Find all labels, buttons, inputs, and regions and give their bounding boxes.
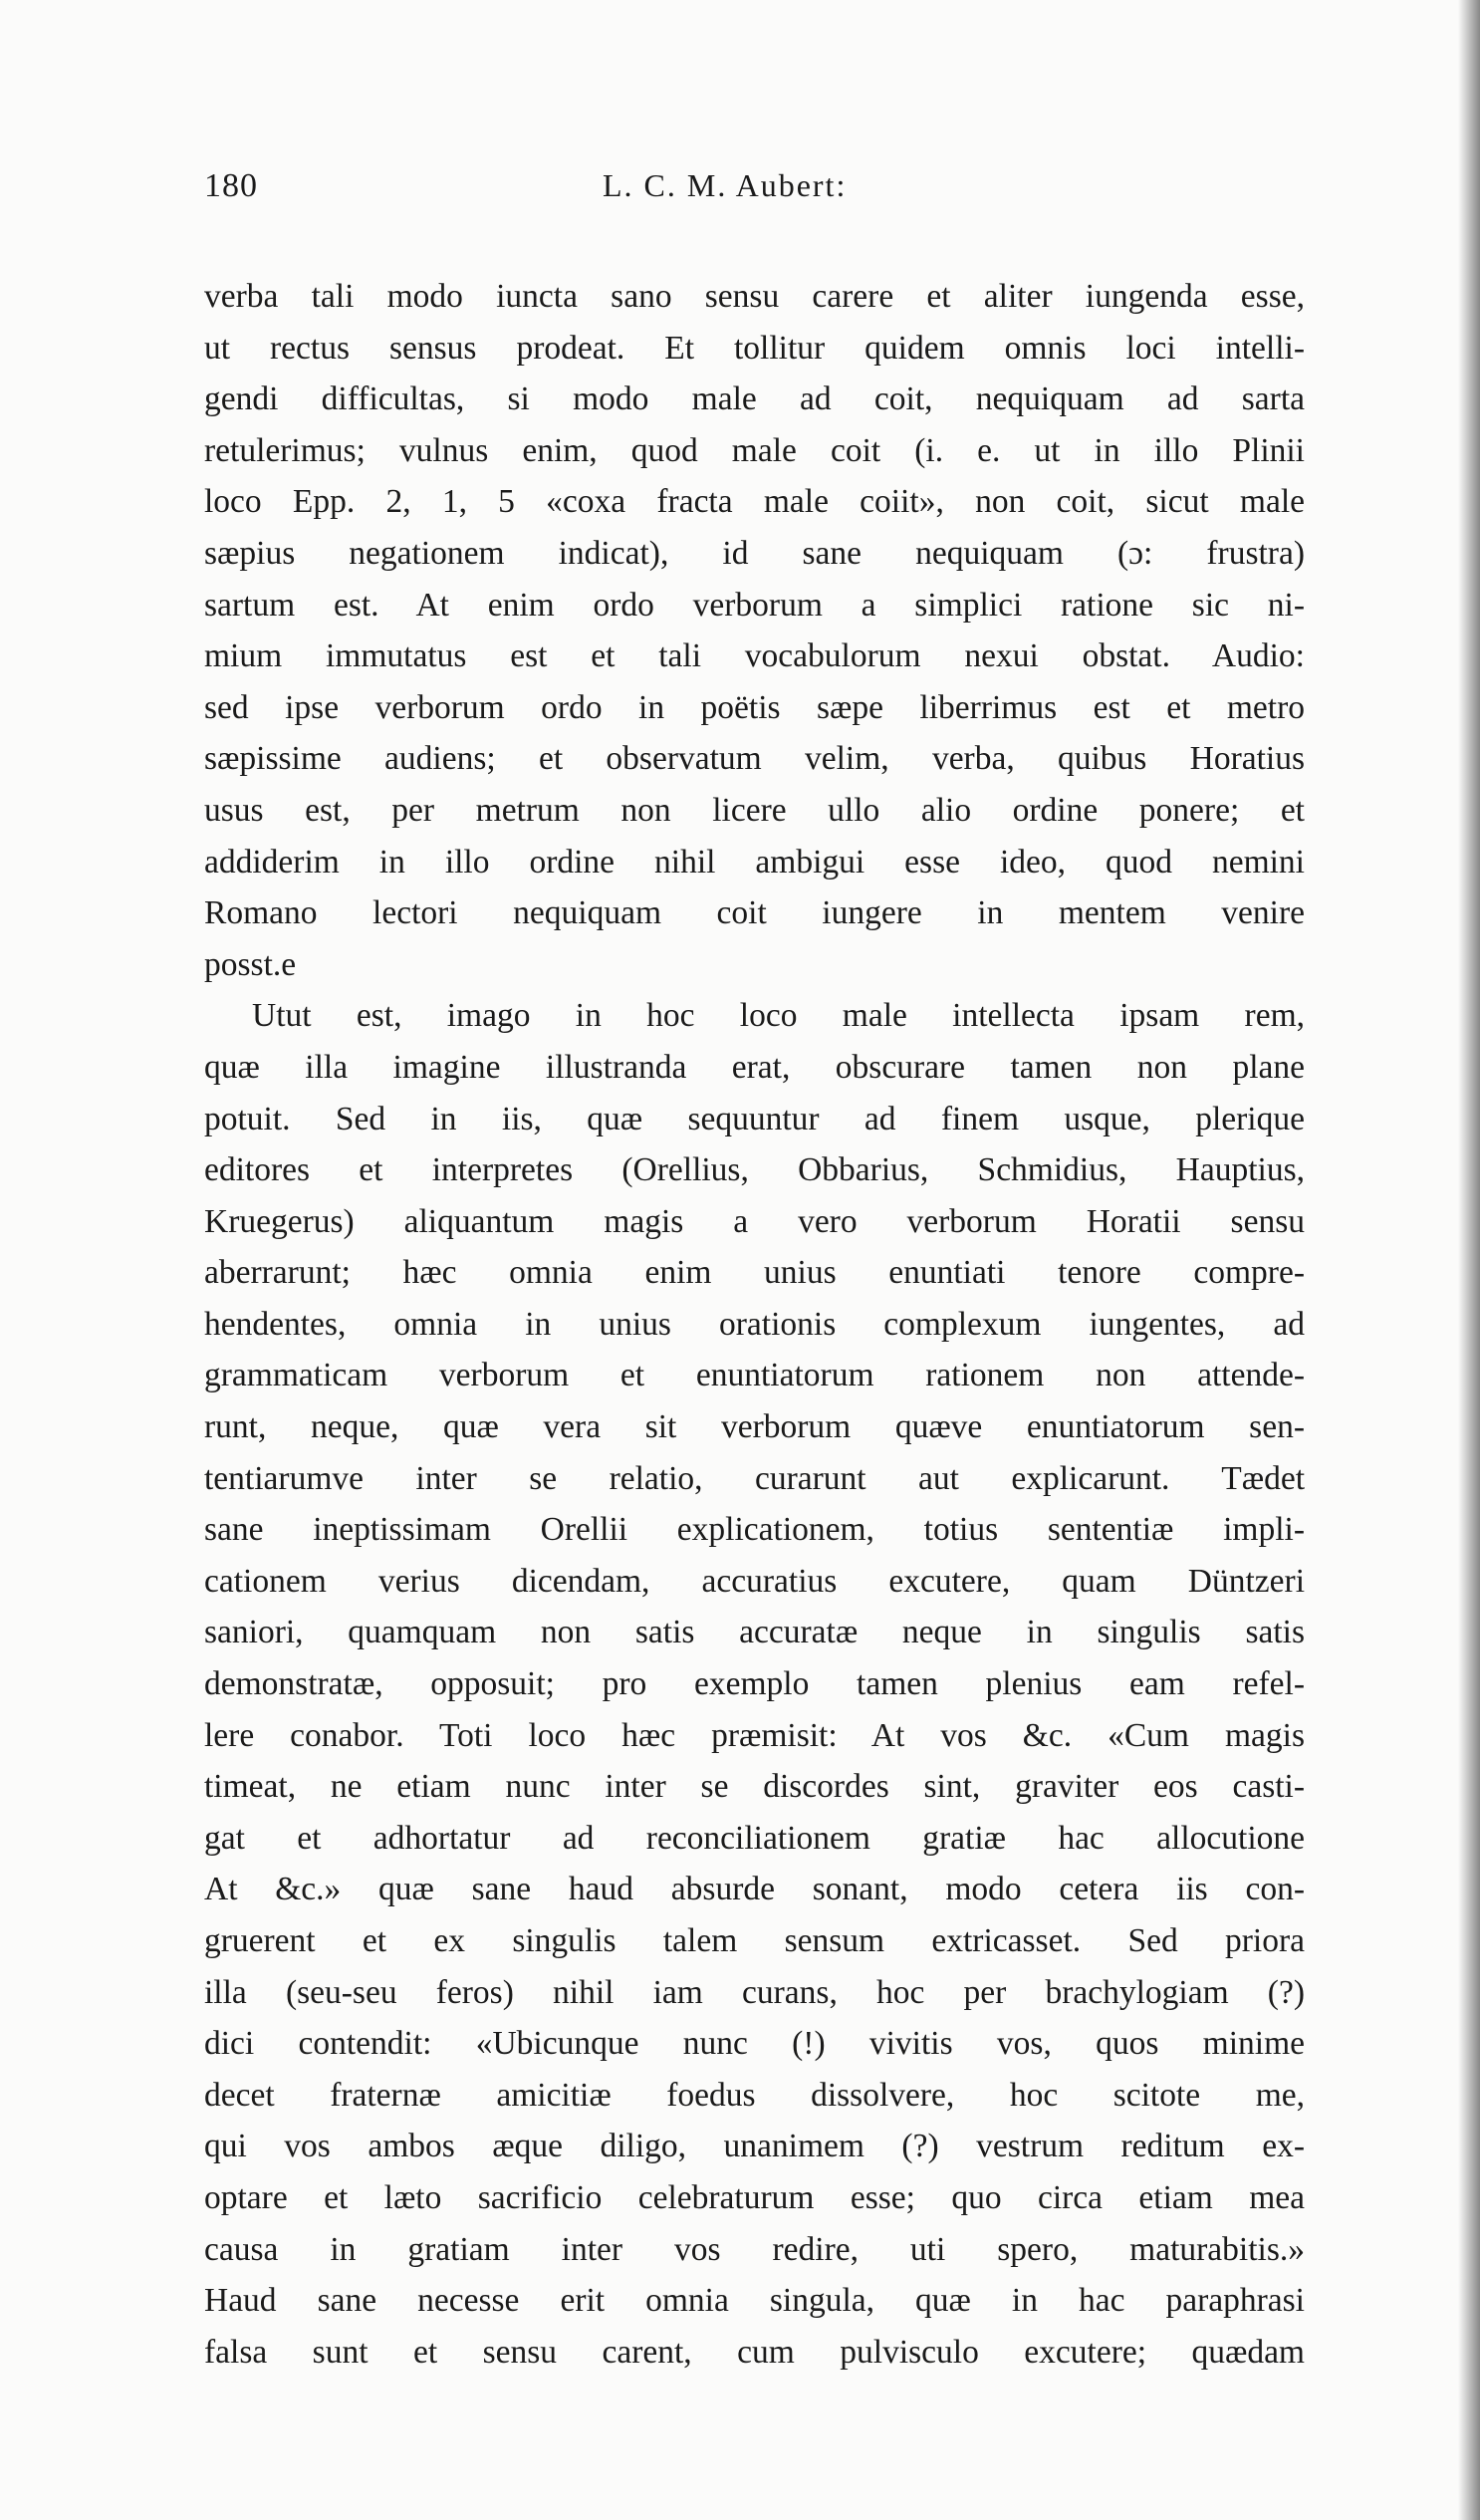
page-number: 180 bbox=[204, 167, 258, 204]
text-line: ut rectus sensus prodeat. Et tollitur quidem omnis loci intelli- bbox=[204, 329, 1305, 367]
text-line: falsa sunt et sensu carent, cum pulvisculo excutere; quædam bbox=[204, 2333, 1305, 2371]
text-line: addiderim in illo ordine nihil ambigui esse ideo, quod nemini bbox=[204, 843, 1305, 881]
text-line: dici contendit: «Ubicunque nunc (!) vivitis vos, quos minime bbox=[204, 2025, 1305, 2063]
text-line: saniori, quamquam non satis accuratæ neque in singulis satis bbox=[204, 1614, 1305, 1651]
text-line: gat et adhortatur ad reconciliationem gratiæ hac allocutione bbox=[204, 1819, 1305, 1857]
running-head: L. C. M. Aubert: bbox=[603, 167, 848, 203]
text-line: demonstratæ, opposuit; pro exemplo tamen plenius eam refel- bbox=[204, 1665, 1305, 1703]
text-line: decet fraternæ amicitiæ foedus dissolvere, hoc scitote me, bbox=[204, 2076, 1305, 2114]
text-line: posst.e bbox=[204, 945, 297, 983]
text-line: qui vos ambos æque diligo, unanimem (?) vestrum reditum ex- bbox=[204, 2128, 1305, 2165]
page-header bbox=[204, 167, 1300, 217]
body-text bbox=[204, 271, 1305, 2378]
text-line: usus est, per metrum non licere ullo alio ordine ponere; et bbox=[204, 791, 1305, 829]
text-line: sed ipse verborum ordo in poëtis sæpe liberrimus est et metro bbox=[204, 688, 1305, 726]
text-line: hendentes, omnia in unius orationis complexum iungentes, ad bbox=[204, 1305, 1305, 1343]
text-line: sane ineptissimam Orellii explicationem, totius sententiæ impli- bbox=[204, 1511, 1305, 1549]
text-line: Haud sane necesse erit omnia singula, quæ in hac paraphrasi bbox=[204, 2282, 1305, 2320]
text-line: tentiarumve inter se relatio, curarunt aut explicarunt. Tædet bbox=[204, 1459, 1305, 1497]
text-line: timeat, ne etiam nunc inter se discordes sint, graviter eos casti- bbox=[204, 1768, 1305, 1806]
page-edge-shadow bbox=[1458, 0, 1480, 2520]
text-line: causa in gratiam inter vos redire, uti spero, maturabitis.» bbox=[204, 2230, 1305, 2268]
text-line: grammaticam verborum et enuntiatorum rationem non attende- bbox=[204, 1357, 1305, 1394]
text-line: retulerimus; vulnus enim, quod male coit (i. e. ut in illo Plinii bbox=[204, 431, 1305, 469]
text-line: Kruegerus) aliquantum magis a vero verborum Horatii sensu bbox=[204, 1202, 1305, 1240]
text-line: aberrarunt; hæc omnia enim unius enuntiati tenore compre- bbox=[204, 1254, 1305, 1292]
text-line: illa (seu-seu feros) nihil iam curans, hoc per brachylogiam (?) bbox=[204, 1973, 1305, 2011]
text-line: sartum est. At enim ordo verborum a simplici ratione sic ni- bbox=[204, 586, 1305, 624]
text-line: Utut est, imago in hoc loco male intellecta ipsam rem, bbox=[252, 997, 1305, 1035]
text-line: editores et interpretes (Orellius, Obbarius, Schmidius, Hauptius, bbox=[204, 1151, 1305, 1189]
text-line: gruerent et ex singulis talem sensum extricasset. Sed priora bbox=[204, 1922, 1305, 1959]
text-line: At &c.» quæ sane haud absurde sonant, modo cetera iis con- bbox=[204, 1871, 1305, 1908]
text-line: lere conabor. Toti loco hæc præmisit: At vos &c. «Cum magis bbox=[204, 1716, 1305, 1754]
text-line: quæ illa imagine illustranda erat, obscurare tamen non plane bbox=[204, 1048, 1305, 1086]
text-line: Romano lectori nequiquam coit iungere in mentem venire bbox=[204, 894, 1305, 932]
text-line: sæpissime audiens; et observatum velim, verba, quibus Horatius bbox=[204, 740, 1305, 778]
text-line: loco Epp. 2, 1, 5 «coxa fracta male coiit», non coit, sicut male bbox=[204, 483, 1305, 521]
text-line: mium immutatus est et tali vocabulorum nexui obstat. Audio: bbox=[204, 637, 1305, 675]
text-line: potuit. Sed in iis, quæ sequuntur ad finem usque, plerique bbox=[204, 1100, 1305, 1137]
text-line: verba tali modo iuncta sano sensu carere et aliter iungenda esse, bbox=[204, 278, 1305, 315]
text-line: runt, neque, quæ vera sit verborum quæve enuntiatorum sen- bbox=[204, 1408, 1305, 1446]
text-line: gendi difficultas, si modo male ad coit, nequiquam ad sarta bbox=[204, 380, 1305, 418]
text-line: optare et læto sacrificio celebraturum esse; quo circa etiam mea bbox=[204, 2178, 1305, 2216]
text-line: sæpius negationem indicat), id sane nequiquam (ɔ: frustra) bbox=[204, 534, 1305, 572]
text-line: cationem verius dicendam, accuratius excutere, quam Düntzeri bbox=[204, 1562, 1305, 1600]
